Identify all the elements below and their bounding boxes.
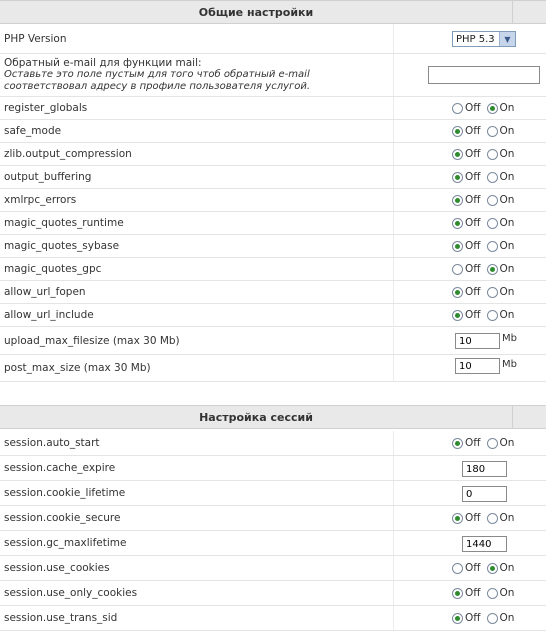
magic-quotes-runtime-radio-group bbox=[452, 212, 520, 234]
radio-on-icon[interactable] bbox=[487, 438, 498, 449]
safe-mode-off-radio[interactable] bbox=[452, 125, 481, 137]
setting-row-allow-url-include bbox=[0, 304, 546, 327]
setting-label: session.auto_start bbox=[4, 437, 100, 449]
setting-row-output-buffering bbox=[0, 166, 546, 189]
allow-url-fopen-on-radio[interactable] bbox=[487, 286, 515, 298]
radio-off-label: Off bbox=[465, 587, 481, 599]
setting-label: magic_quotes_runtime bbox=[4, 217, 124, 229]
radio-off-icon[interactable] bbox=[452, 613, 463, 624]
php-version-select[interactable] bbox=[452, 31, 516, 47]
radio-on-label: On bbox=[499, 148, 515, 160]
radio-on-label: On bbox=[499, 171, 515, 183]
radio-on-icon[interactable] bbox=[487, 103, 498, 114]
radio-on-icon[interactable] bbox=[487, 195, 498, 206]
setting-row-session-cache-expire bbox=[0, 456, 546, 481]
radio-on-icon[interactable] bbox=[487, 287, 498, 298]
safe-mode-radio-group bbox=[452, 120, 520, 142]
session-auto-start-on-radio[interactable] bbox=[487, 437, 515, 449]
setting-label: PHP Version bbox=[4, 32, 67, 45]
setting-label: allow_url_include bbox=[4, 309, 94, 321]
allow-url-include-off-radio[interactable] bbox=[452, 309, 481, 321]
radio-off-icon[interactable] bbox=[452, 310, 463, 321]
setting-row-session-auto-start bbox=[0, 431, 546, 456]
section-title: Настройка сессий bbox=[0, 406, 513, 428]
session-use-only-cookies-radio-group bbox=[452, 581, 520, 605]
radio-off-icon[interactable] bbox=[452, 195, 463, 206]
session-use-trans-sid-off-radio[interactable] bbox=[452, 612, 481, 624]
session-use-trans-sid-on-radio[interactable] bbox=[487, 612, 515, 624]
setting-row-session-cookie-lifetime bbox=[0, 481, 546, 506]
radio-on-label: On bbox=[499, 194, 515, 206]
radio-on-label: On bbox=[499, 437, 515, 449]
xmlrpc-errors-off-radio[interactable] bbox=[452, 194, 481, 206]
radio-off-icon[interactable] bbox=[452, 218, 463, 229]
radio-on-icon[interactable] bbox=[487, 563, 498, 574]
radio-off-label: Off bbox=[465, 263, 481, 275]
radio-off-label: Off bbox=[465, 194, 481, 206]
radio-off-icon[interactable] bbox=[452, 241, 463, 252]
chevron-down-icon: ▼ bbox=[499, 32, 515, 46]
radio-off-icon[interactable] bbox=[452, 172, 463, 183]
radio-on-label: On bbox=[499, 562, 515, 574]
radio-off-icon[interactable] bbox=[452, 103, 463, 114]
php-version-value: PHP 5.3 bbox=[456, 33, 495, 45]
radio-on-label: On bbox=[499, 286, 515, 298]
unit-label: Mb bbox=[502, 359, 517, 370]
radio-on-label: On bbox=[499, 587, 515, 599]
radio-off-label: Off bbox=[465, 512, 481, 524]
session-cookie-secure-on-radio[interactable] bbox=[487, 512, 515, 524]
setting-label: safe_mode bbox=[4, 125, 62, 137]
unit-label: Mb bbox=[502, 333, 517, 344]
session-settings-header bbox=[0, 405, 546, 429]
setting-label: output_buffering bbox=[4, 171, 92, 183]
setting-row-allow-url-fopen bbox=[0, 281, 546, 304]
allow-url-fopen-radio-group bbox=[452, 281, 520, 303]
radio-off-icon[interactable] bbox=[452, 264, 463, 275]
safe-mode-on-radio[interactable] bbox=[487, 125, 515, 137]
radio-off-label: Off bbox=[465, 309, 481, 321]
radio-on-label: On bbox=[499, 309, 515, 321]
radio-off-label: Off bbox=[465, 437, 481, 449]
output-buffering-radio-group bbox=[452, 166, 520, 188]
zlib-output-compression-on-radio[interactable] bbox=[487, 148, 515, 160]
allow-url-fopen-off-radio[interactable] bbox=[452, 286, 481, 298]
register-globals-radio-group bbox=[452, 97, 520, 119]
setting-label: post_max_size (max 30 Mb) bbox=[4, 362, 151, 374]
setting-row-session-use-only-cookies bbox=[0, 581, 546, 606]
setting-label: session.use_only_cookies bbox=[4, 587, 138, 599]
register-globals-on-radio[interactable] bbox=[487, 102, 515, 114]
return-email-label: Обратный e-mail для функции mail: bbox=[4, 57, 202, 69]
setting-label: magic_quotes_sybase bbox=[4, 240, 120, 252]
radio-on-label: On bbox=[499, 125, 515, 137]
radio-off-label: Off bbox=[465, 562, 481, 574]
session-use-only-cookies-on-radio[interactable] bbox=[487, 587, 515, 599]
radio-on-icon[interactable] bbox=[487, 172, 498, 183]
setting-row-magic-quotes-runtime bbox=[0, 212, 546, 235]
setting-label: magic_quotes_gpc bbox=[4, 263, 102, 275]
general-settings-header bbox=[0, 0, 546, 24]
session-auto-start-off-radio[interactable] bbox=[452, 437, 481, 449]
magic-quotes-runtime-off-radio[interactable] bbox=[452, 217, 481, 229]
radio-off-label: Off bbox=[465, 240, 481, 252]
radio-on-label: On bbox=[499, 512, 515, 524]
session-use-cookies-off-radio[interactable] bbox=[452, 562, 481, 574]
radio-on-icon[interactable] bbox=[487, 149, 498, 160]
register-globals-off-radio[interactable] bbox=[452, 102, 481, 114]
radio-off-label: Off bbox=[465, 102, 481, 114]
radio-on-icon[interactable] bbox=[487, 218, 498, 229]
setting-row-magic-quotes-sybase bbox=[0, 235, 546, 258]
session-gc-maxlifetime-input[interactable] bbox=[462, 536, 507, 552]
magic-quotes-sybase-radio-group bbox=[452, 235, 520, 257]
radio-on-icon[interactable] bbox=[487, 126, 498, 137]
setting-row-magic-quotes-gpc bbox=[0, 258, 546, 281]
radio-on-label: On bbox=[499, 612, 515, 624]
radio-on-label: On bbox=[499, 240, 515, 252]
magic-quotes-gpc-off-radio[interactable] bbox=[452, 263, 481, 275]
radio-off-label: Off bbox=[465, 125, 481, 137]
radio-off-icon[interactable] bbox=[452, 126, 463, 137]
setting-row-session-cookie-secure bbox=[0, 506, 546, 531]
setting-row-zlib-output-compression bbox=[0, 143, 546, 166]
radio-off-icon[interactable] bbox=[452, 438, 463, 449]
setting-label: session.cookie_lifetime bbox=[4, 487, 126, 499]
radio-off-label: Off bbox=[465, 286, 481, 298]
radio-on-icon[interactable] bbox=[487, 241, 498, 252]
return-email-input[interactable] bbox=[428, 66, 540, 84]
setting-row-register-globals bbox=[0, 97, 546, 120]
session-cookie-secure-off-radio[interactable] bbox=[452, 512, 481, 524]
setting-label: session.gc_maxlifetime bbox=[4, 537, 127, 549]
radio-on-icon[interactable] bbox=[487, 588, 498, 599]
allow-url-include-radio-group bbox=[452, 304, 520, 326]
post-max-size-input[interactable] bbox=[455, 358, 500, 374]
magic-quotes-gpc-on-radio[interactable] bbox=[487, 263, 515, 275]
radio-off-icon[interactable] bbox=[452, 149, 463, 160]
session-cookie-secure-radio-group bbox=[452, 506, 520, 530]
magic-quotes-gpc-radio-group bbox=[452, 258, 520, 280]
session-cookie-lifetime-input[interactable] bbox=[462, 486, 507, 502]
setting-label: session.use_cookies bbox=[4, 562, 110, 574]
setting-label: session.cache_expire bbox=[4, 462, 116, 474]
radio-off-label: Off bbox=[465, 148, 481, 160]
radio-on-icon[interactable] bbox=[487, 310, 498, 321]
radio-off-label: Off bbox=[465, 612, 481, 624]
session-use-trans-sid-radio-group bbox=[452, 606, 520, 630]
session-use-only-cookies-off-radio[interactable] bbox=[452, 587, 481, 599]
section-title: Общие настройки bbox=[0, 1, 513, 23]
zlib-output-compression-radio-group bbox=[452, 143, 520, 165]
session-cache-expire-input[interactable] bbox=[462, 461, 507, 477]
session-auto-start-radio-group bbox=[452, 431, 520, 455]
allow-url-include-on-radio[interactable] bbox=[487, 309, 515, 321]
radio-on-label: On bbox=[499, 102, 515, 114]
return-email-hint: Оставьте это поле пустым для того чтоб обратный e-mail соответствовал адресу в профиле пользователя услугой. bbox=[4, 69, 311, 92]
radio-off-label: Off bbox=[465, 171, 481, 183]
magic-quotes-sybase-on-radio[interactable] bbox=[487, 240, 515, 252]
xmlrpc-errors-on-radio[interactable] bbox=[487, 194, 515, 206]
magic-quotes-sybase-off-radio[interactable] bbox=[452, 240, 481, 252]
setting-label: zlib.output_compression bbox=[4, 148, 132, 160]
radio-off-icon[interactable] bbox=[452, 588, 463, 599]
setting-label: upload_max_filesize (max 30 Mb) bbox=[4, 335, 180, 347]
zlib-output-compression-off-radio[interactable] bbox=[452, 148, 481, 160]
xmlrpc-errors-radio-group bbox=[452, 189, 520, 211]
setting-label: register_globals bbox=[4, 102, 88, 114]
setting-row-session-gc-maxlifetime bbox=[0, 531, 546, 556]
radio-on-label: On bbox=[499, 217, 515, 229]
radio-off-icon[interactable] bbox=[452, 563, 463, 574]
session-use-cookies-radio-group bbox=[452, 556, 520, 580]
radio-on-icon[interactable] bbox=[487, 513, 498, 524]
radio-off-label: Off bbox=[465, 217, 481, 229]
output-buffering-off-radio[interactable] bbox=[452, 171, 481, 183]
setting-row-safe-mode bbox=[0, 120, 546, 143]
radio-on-label: On bbox=[499, 263, 515, 275]
setting-label: allow_url_fopen bbox=[4, 286, 86, 298]
setting-label: session.use_trans_sid bbox=[4, 612, 118, 624]
radio-off-icon[interactable] bbox=[452, 287, 463, 298]
radio-on-icon[interactable] bbox=[487, 264, 498, 275]
setting-row-session-use-cookies bbox=[0, 556, 546, 581]
setting-label: session.cookie_secure bbox=[4, 512, 121, 524]
magic-quotes-runtime-on-radio[interactable] bbox=[487, 217, 515, 229]
session-use-cookies-on-radio[interactable] bbox=[487, 562, 515, 574]
setting-label: xmlrpc_errors bbox=[4, 194, 77, 206]
radio-on-icon[interactable] bbox=[487, 613, 498, 624]
setting-row-xmlrpc-errors bbox=[0, 189, 546, 212]
radio-off-icon[interactable] bbox=[452, 513, 463, 524]
output-buffering-on-radio[interactable] bbox=[487, 171, 515, 183]
upload-max-filesize-input[interactable] bbox=[455, 333, 500, 349]
setting-row-session-use-trans-sid bbox=[0, 606, 546, 631]
